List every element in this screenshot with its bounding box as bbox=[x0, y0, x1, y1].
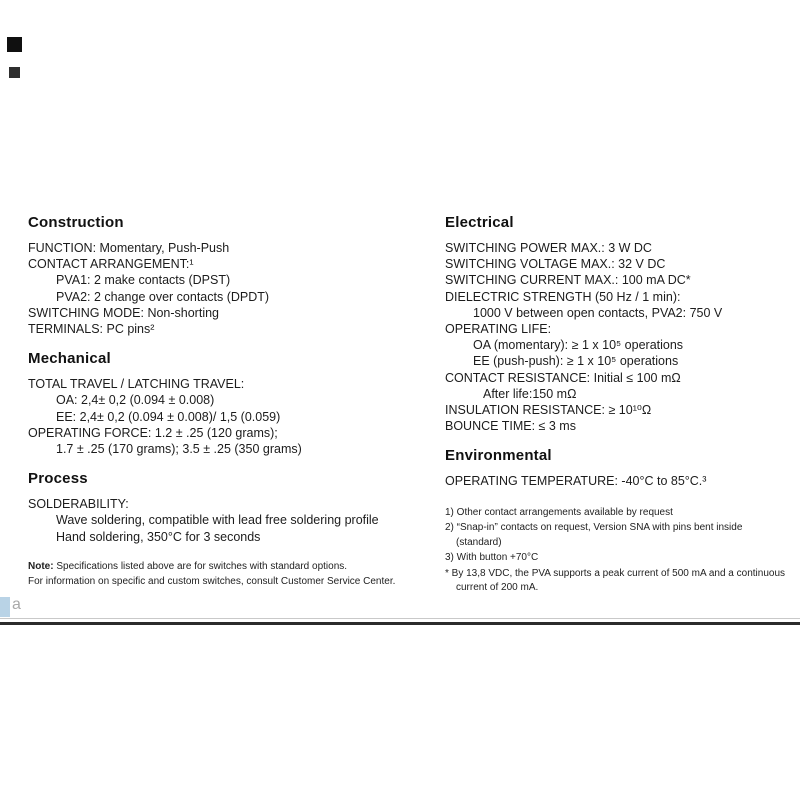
spec-line-operating-force: OPERATING FORCE: 1.2 ± .25 (120 grams); bbox=[28, 425, 278, 440]
spec-line-contact-resistance: CONTACT RESISTANCE: Initial ≤ 100 mΩ bbox=[445, 370, 681, 385]
footnote-asterisk: * By 13,8 VDC, the PVA supports a peak current of 500 mA and a continuous current of 200 mA. bbox=[445, 567, 786, 594]
spec-line-switching-mode: SWITCHING MODE: Non-shorting bbox=[28, 305, 220, 320]
spec-line-ee-life: EE (push-push): ≥ 1 x 10⁵ operations bbox=[473, 354, 679, 369]
scan-artifact-square bbox=[7, 37, 22, 52]
section-construction bbox=[28, 214, 428, 337]
left-column bbox=[28, 214, 428, 589]
footnote-1: 1) Other contact arrangements available by request bbox=[445, 506, 673, 518]
spec-line-oa-life: OA (momentary): ≥ 1 x 10⁵ operations bbox=[473, 338, 684, 353]
spec-line-switching-current: SWITCHING CURRENT MAX.: 100 mA DC* bbox=[445, 273, 691, 288]
spec-line-total-travel: TOTAL TRAVEL / LATCHING TRAVEL: bbox=[28, 377, 245, 392]
spec-line-after-life: After life:150 mΩ bbox=[483, 386, 577, 401]
spec-line-operating-force-cont: 1.7 ± .25 (170 grams); 3.5 ± .25 (350 grams) bbox=[56, 442, 302, 457]
spec-line-terminals: TERMINALS: PC pins² bbox=[28, 322, 155, 337]
scan-artifact-square-small bbox=[9, 67, 20, 78]
section-process bbox=[28, 470, 428, 545]
spec-line-contact-arrangement: CONTACT ARRANGEMENT:¹ bbox=[28, 257, 194, 272]
spec-line-switching-power: SWITCHING POWER MAX.: 3 W DC bbox=[445, 241, 652, 255]
spec-line-operating-life: OPERATING LIFE: bbox=[445, 322, 552, 337]
spec-line-operating-temperature: OPERATING TEMPERATURE: -40°C to 85°C.³ bbox=[445, 474, 707, 489]
spec-line-wave-soldering: Wave soldering, compatible with lead free soldering profile bbox=[56, 513, 379, 528]
section-heading-environmental: Environmental bbox=[445, 447, 552, 465]
divider-thick bbox=[0, 622, 800, 625]
spec-line-bounce-time: BOUNCE TIME: ≤ 3 ms bbox=[445, 419, 576, 434]
footnote-3: 3) With button +70°C bbox=[445, 552, 539, 564]
footnote-2: 2) “Snap-in” contacts on request, Version SNA with pins bent inside (standard) bbox=[445, 522, 743, 548]
section-environmental bbox=[445, 447, 787, 489]
spec-line-ee-travel: EE: 2,4± 0,2 (0.094 ± 0.008)/ 1,5 (0.059) bbox=[56, 409, 281, 424]
spec-line-pva2: PVA2: 2 change over contacts (DPDT) bbox=[56, 289, 270, 304]
divider-thin bbox=[0, 618, 800, 619]
section-heading-process: Process bbox=[28, 470, 88, 488]
note-line-2: For information on specific and custom switches, consult Customer Service Center. bbox=[28, 575, 396, 587]
note-prefix: Note: bbox=[28, 560, 54, 572]
spec-line-oa-travel: OA: 2,4± 0,2 (0.094 ± 0.008) bbox=[56, 393, 215, 408]
spec-line-function: FUNCTION: Momentary, Push-Push bbox=[28, 241, 230, 255]
section-mechanical bbox=[28, 350, 428, 457]
spec-line-hand-soldering: Hand soldering, 350°C for 3 seconds bbox=[56, 529, 261, 544]
spec-line-pva1: PVA1: 2 make contacts (DPST) bbox=[56, 273, 231, 288]
page-edge-swatch bbox=[0, 597, 10, 617]
spec-line-dielectric-value: 1000 V between open contacts, PVA2: 750 V bbox=[473, 305, 723, 320]
note-text-1: Specifications listed above are for switches with standard options. bbox=[53, 560, 348, 572]
right-column bbox=[445, 214, 787, 597]
section-electrical bbox=[445, 214, 787, 434]
section-heading-construction: Construction bbox=[28, 214, 124, 231]
section-heading-mechanical: Mechanical bbox=[28, 350, 111, 368]
note-block bbox=[28, 559, 428, 589]
note-line-1 bbox=[28, 559, 428, 574]
spec-line-solderability: SOLDERABILITY: bbox=[28, 497, 129, 512]
footnotes-block bbox=[445, 506, 787, 596]
spec-line-dielectric-strength: DIELECTRIC STRENGTH (50 Hz / 1 min): bbox=[445, 289, 681, 304]
watermark-letter: a bbox=[12, 596, 21, 613]
spec-line-insulation-resistance: INSULATION RESISTANCE: ≥ 10¹⁰Ω bbox=[445, 403, 652, 418]
section-heading-electrical: Electrical bbox=[445, 214, 514, 231]
spec-line-switching-voltage: SWITCHING VOLTAGE MAX.: 32 V DC bbox=[445, 257, 666, 272]
